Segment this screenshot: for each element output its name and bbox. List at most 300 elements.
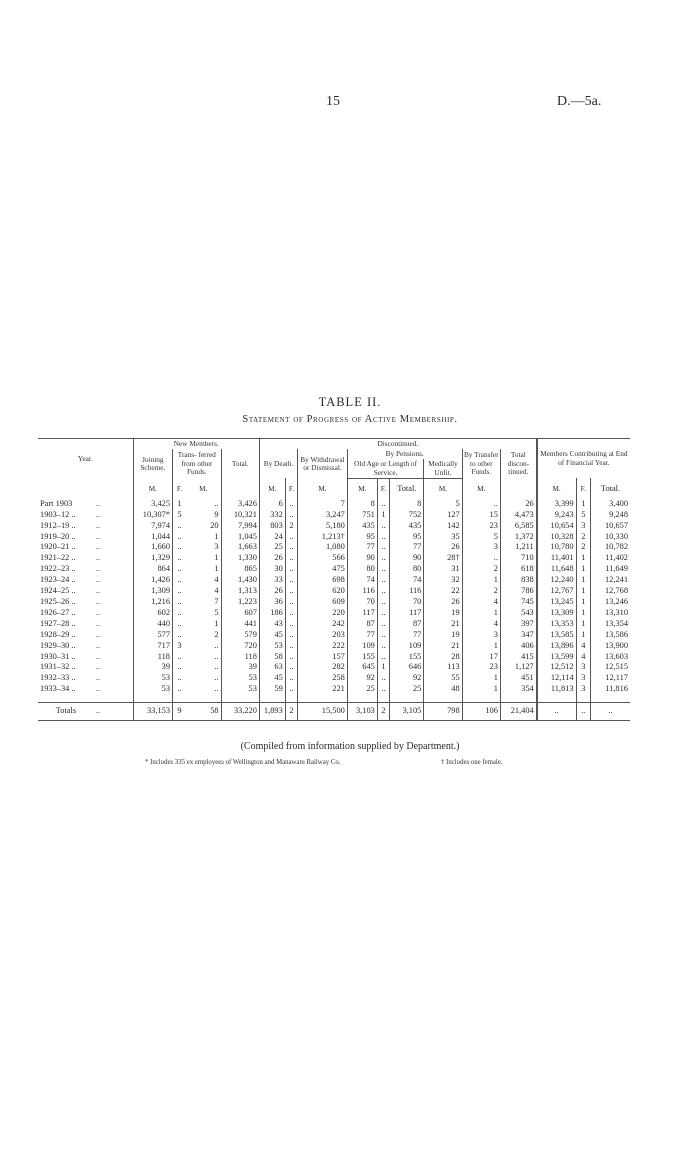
row-year: 1923–24 ..: [40, 575, 76, 585]
table-cell: 1,663: [221, 542, 259, 553]
unit-m: M.: [133, 478, 172, 499]
table-cell: 45: [259, 673, 285, 684]
table-cell: 258: [298, 673, 348, 684]
table-cell: 17: [462, 652, 500, 663]
row-year: 1903–12 ..: [40, 509, 76, 519]
table-cell: 242: [298, 619, 348, 630]
table-cell: 1: [214, 564, 219, 574]
table-cell: 5: [462, 532, 500, 543]
table-cell: 1,430: [221, 575, 259, 586]
table-row: [38, 673, 630, 684]
table-cell: 9,243: [537, 510, 576, 521]
table-cell: 30: [259, 564, 285, 575]
table-cell: 157: [298, 652, 348, 663]
table-cell: 1,329: [133, 553, 172, 564]
units-row: [38, 478, 630, 499]
table-row: [38, 641, 630, 652]
table-cell: 13,586: [591, 630, 630, 641]
document-reference: D.—5a.: [557, 94, 602, 109]
table-cell: 25: [390, 684, 424, 695]
table-cell: ..: [173, 608, 186, 619]
row-dots: ..: [95, 531, 101, 541]
table-cell: ..: [173, 662, 186, 673]
table-cell: 11,402: [591, 553, 630, 564]
table-cell: ..: [173, 553, 186, 564]
table-cell: 752: [390, 510, 424, 521]
table-cell: ..: [377, 608, 389, 619]
table-cell: 347: [500, 630, 536, 641]
by-withdrawal-header: By Withdrawal or Dismissal.: [298, 449, 348, 478]
table-cell: 53: [221, 673, 259, 684]
unit-total: Total.: [390, 478, 424, 499]
table-cell: ..: [214, 673, 219, 683]
total-cell: ..: [576, 703, 590, 721]
table-cell: 26: [424, 542, 462, 553]
table-cell: 5: [424, 499, 462, 510]
unit-total: Total.: [591, 478, 630, 499]
row-year: 1919–20 ..: [40, 531, 76, 541]
table-cell: 26: [259, 553, 285, 564]
table-cell: ..: [285, 652, 297, 663]
table-cell: 10,328: [537, 532, 576, 543]
table-cell: ..: [173, 564, 186, 575]
table-cell: ..: [173, 542, 186, 553]
table-cell: ..: [214, 640, 219, 650]
unit-f: F.: [285, 478, 297, 499]
table-row: [38, 510, 630, 521]
table-cell: 95: [390, 532, 424, 543]
table-row: [38, 608, 630, 619]
table-cell: 12,241: [591, 575, 630, 586]
row-dots: ..: [95, 520, 101, 530]
table-cell: ..: [377, 652, 389, 663]
table-cell: ..: [214, 498, 219, 508]
table-subtitle: Statement of Progress of Active Membership.: [242, 414, 458, 425]
table-cell: 10,657: [591, 521, 630, 532]
table-cell: 20: [210, 520, 219, 530]
table-cell: 48: [424, 684, 462, 695]
table-row: [38, 619, 630, 630]
table-row: [38, 586, 630, 597]
table-cell: 35: [424, 532, 462, 543]
table-cell: 864: [133, 564, 172, 575]
table-cell: 579: [221, 630, 259, 641]
table-cell: ..: [285, 608, 297, 619]
table-row: [38, 597, 630, 608]
table-cell: 8: [390, 499, 424, 510]
table-cell: ..: [285, 630, 297, 641]
table-cell: ..: [377, 542, 389, 553]
table-cell: ..: [173, 652, 186, 663]
total-cell: 15,500: [298, 703, 348, 721]
table-cell: 58: [259, 652, 285, 663]
table-cell: 113: [424, 662, 462, 673]
table-cell: 25: [259, 542, 285, 553]
table-cell: 4: [576, 652, 590, 663]
table-cell: 77: [347, 630, 377, 641]
table-cell: 11,813: [537, 684, 576, 695]
table-cell: 5,180: [298, 521, 348, 532]
table-cell: 13,309: [537, 608, 576, 619]
table-cell: 1: [576, 608, 590, 619]
table-row: [38, 575, 630, 586]
table-cell: 70: [390, 597, 424, 608]
table-cell: 1: [462, 608, 500, 619]
table-cell: 3,400: [591, 499, 630, 510]
table-cell: 77: [390, 542, 424, 553]
table-cell: 1: [576, 586, 590, 597]
table-cell: 74: [347, 575, 377, 586]
table-cell: ..: [377, 597, 389, 608]
table-cell: 13,585: [537, 630, 576, 641]
table-cell: 21: [424, 619, 462, 630]
membership-table: [38, 438, 630, 721]
table-cell: 1,044: [133, 532, 172, 543]
unit-m: M.: [199, 484, 208, 493]
unit-m: M.: [462, 478, 500, 499]
table-cell: 28: [424, 652, 462, 663]
table-cell: 11,648: [537, 564, 576, 575]
table-cell: ..: [285, 575, 297, 586]
table-cell: 3: [576, 673, 590, 684]
table-cell: 109: [390, 641, 424, 652]
row-dots: ..: [95, 498, 101, 508]
table-cell: 838: [500, 575, 536, 586]
table-cell: 117: [390, 608, 424, 619]
table-cell: 441: [221, 619, 259, 630]
table-cell: 90: [347, 553, 377, 564]
table-cell: 77: [347, 542, 377, 553]
table-cell: 45: [259, 630, 285, 641]
total-cell: ..: [537, 703, 576, 721]
table-cell: ..: [377, 684, 389, 695]
table-cell: 13,354: [591, 619, 630, 630]
table-cell: 607: [221, 608, 259, 619]
table-cell: 118: [221, 652, 259, 663]
old-age-header: Old Age or Length of Service.: [347, 459, 424, 478]
total-cell: 9: [173, 703, 186, 721]
total-cell: ..: [591, 703, 630, 721]
table-cell: 74: [390, 575, 424, 586]
row-dots: ..: [95, 662, 101, 672]
table-cell: 646: [390, 662, 424, 673]
row-dots: ..: [95, 542, 101, 552]
table-cell: ..: [377, 586, 389, 597]
table-cell: 12,240: [537, 575, 576, 586]
table-cell: 142: [424, 521, 462, 532]
row-dots: ..: [95, 618, 101, 628]
table-cell: 11,401: [537, 553, 576, 564]
total-cell: 33,220: [221, 703, 259, 721]
table-cell: 87: [347, 619, 377, 630]
table-cell: 332: [259, 510, 285, 521]
row-dots: ..: [95, 607, 101, 617]
table-cell: 7: [298, 499, 348, 510]
table-cell: 12,117: [591, 673, 630, 684]
table-cell: 24: [259, 532, 285, 543]
table-cell: 566: [298, 553, 348, 564]
table-cell: 1: [576, 597, 590, 608]
table-cell: 116: [390, 586, 424, 597]
table-cell: ..: [377, 575, 389, 586]
table-cell: 7,974: [133, 521, 172, 532]
table-cell: 2: [285, 521, 297, 532]
table-cell: 745: [500, 597, 536, 608]
table-cell: 3: [462, 542, 500, 553]
table-cell: 53: [133, 673, 172, 684]
compiled-note: (Compiled from information supplied by Department.): [240, 741, 460, 752]
table-cell: ..: [285, 532, 297, 543]
total-cell: 2: [285, 703, 297, 721]
table-cell: ..: [377, 553, 389, 564]
table-cell: 440: [133, 619, 172, 630]
table-cell: ..: [285, 673, 297, 684]
total-cell: 1,893: [259, 703, 285, 721]
table-cell: 10,321: [221, 510, 259, 521]
table-cell: 865: [221, 564, 259, 575]
table-cell: 26: [424, 597, 462, 608]
table-cell: 10,654: [537, 521, 576, 532]
table-cell: 13,896: [537, 641, 576, 652]
table-cell: 13,353: [537, 619, 576, 630]
table-cell: 1,127: [500, 662, 536, 673]
table-cell: 10,780: [537, 542, 576, 553]
discontinued-header: Discontinued.: [259, 439, 536, 450]
by-pensions-header: By Pensions.: [347, 449, 462, 459]
totals-row: [38, 703, 630, 721]
table-cell: 4: [462, 597, 500, 608]
table-cell: 127: [424, 510, 462, 521]
row-dots: ..: [95, 651, 101, 661]
table-cell: 406: [500, 641, 536, 652]
table-cell: ..: [173, 532, 186, 543]
table-body: [38, 499, 630, 695]
table-cell: 220: [298, 608, 348, 619]
row-dots: ..: [94, 703, 133, 721]
unit-m: M.: [424, 478, 462, 499]
table-cell: ..: [173, 575, 186, 586]
row-dots: ..: [95, 629, 101, 639]
table-cell: ..: [173, 619, 186, 630]
table-cell: 577: [133, 630, 172, 641]
table-cell: 77: [390, 630, 424, 641]
table-cell: 1: [173, 499, 186, 510]
table-cell: 3: [576, 684, 590, 695]
table-cell: 4: [462, 619, 500, 630]
table-cell: ..: [462, 553, 500, 564]
table-cell: ..: [285, 586, 297, 597]
table-cell: 19: [424, 608, 462, 619]
table-title: TABLE II.: [318, 395, 382, 409]
table-cell: 13,599: [537, 652, 576, 663]
row-year: 1932–33 ..: [40, 673, 76, 683]
table-cell: 12,515: [591, 662, 630, 673]
row-year: 1926–27 ..: [40, 607, 76, 617]
row-dots: ..: [95, 684, 101, 694]
table-cell: 1,660: [133, 542, 172, 553]
row-dots: ..: [95, 673, 101, 683]
table-cell: 15: [462, 510, 500, 521]
table-cell: 6,585: [500, 521, 536, 532]
table-cell: 43: [259, 619, 285, 630]
table-cell: ..: [173, 684, 186, 695]
row-year: 1921–22 ..: [40, 553, 76, 563]
total-cell: 2: [377, 703, 389, 721]
table-cell: 1,330: [221, 553, 259, 564]
table-cell: ..: [173, 586, 186, 597]
table-cell: ..: [377, 619, 389, 630]
table-cell: 4: [214, 575, 219, 585]
unit-f: F.: [377, 478, 389, 499]
table-cell: 118: [133, 652, 172, 663]
row-year: 1925–26 ..: [40, 596, 76, 606]
table-cell: 1: [214, 531, 219, 541]
table-cell: ..: [285, 662, 297, 673]
table-cell: 31: [424, 564, 462, 575]
footnote-dagger: † Includes one female.: [441, 759, 503, 766]
table-row: [38, 521, 630, 532]
table-cell: ..: [285, 542, 297, 553]
table-cell: 1: [576, 553, 590, 564]
table-cell: 1,372: [500, 532, 536, 543]
unit-f: F.: [576, 478, 590, 499]
by-death-header: By Death.: [259, 449, 297, 478]
table-cell: 620: [298, 586, 348, 597]
table-row: [38, 662, 630, 673]
table-cell: 451: [500, 673, 536, 684]
row-year: 1931–32 ..: [40, 662, 76, 672]
total-cell: 106: [462, 703, 500, 721]
table-cell: 8: [347, 499, 377, 510]
row-dots: ..: [95, 596, 101, 606]
medically-unfit-header: Medically Unfit.: [424, 459, 462, 478]
table-cell: 7: [214, 596, 219, 606]
table-cell: 5: [214, 607, 219, 617]
table-cell: ..: [214, 651, 219, 661]
table-cell: ..: [173, 597, 186, 608]
table-cell: ..: [377, 673, 389, 684]
total-cell: 21,404: [500, 703, 536, 721]
table-cell: 12,114: [537, 673, 576, 684]
table-cell: 1: [377, 510, 389, 521]
table-cell: 4: [576, 641, 590, 652]
row-year: 1912–19 ..: [40, 520, 76, 530]
joining-scheme-header: Joining Scheme.: [133, 449, 172, 478]
table-cell: 9: [214, 509, 219, 519]
table-row: [38, 630, 630, 641]
transferred-header: Trans- ferred from other Funds.: [173, 449, 222, 478]
table-cell: ..: [377, 564, 389, 575]
table-cell: 19: [424, 630, 462, 641]
table-cell: ..: [377, 499, 389, 510]
table-cell: 3: [576, 662, 590, 673]
by-transfer-header: By Transfer to other Funds.: [462, 449, 500, 478]
table-cell: 3: [462, 630, 500, 641]
table-cell: 10,782: [591, 542, 630, 553]
table-cell: 92: [347, 673, 377, 684]
table-cell: 1: [462, 641, 500, 652]
table-cell: 435: [347, 521, 377, 532]
table-cell: 155: [347, 652, 377, 663]
table-cell: 186: [259, 608, 285, 619]
table-cell: 6: [259, 499, 285, 510]
table-cell: 3: [214, 542, 219, 552]
row-dots: ..: [95, 509, 101, 519]
table-cell: 221: [298, 684, 348, 695]
table-cell: 117: [347, 608, 377, 619]
table-cell: 39: [133, 662, 172, 673]
total-cell: 58: [186, 703, 221, 721]
table-cell: 3,425: [133, 499, 172, 510]
table-cell: 80: [347, 564, 377, 575]
table-cell: 1,426: [133, 575, 172, 586]
table-cell: 3,399: [537, 499, 576, 510]
table-cell: 92: [390, 673, 424, 684]
total-cell: 33,153: [133, 703, 172, 721]
table-cell: 70: [347, 597, 377, 608]
table-cell: ..: [377, 521, 389, 532]
row-dots: ..: [95, 640, 101, 650]
table-cell: 12,512: [537, 662, 576, 673]
new-total-header: Total.: [221, 449, 259, 478]
table-cell: 33: [259, 575, 285, 586]
table-cell: 698: [298, 575, 348, 586]
table-cell: 1: [576, 630, 590, 641]
table-cell: 1: [576, 499, 590, 510]
table-cell: 87: [390, 619, 424, 630]
table-cell: 95: [347, 532, 377, 543]
table-row: [38, 652, 630, 663]
table-cell: 3: [173, 641, 186, 652]
table-cell: 28†: [424, 553, 462, 564]
table-cell: 1,223: [221, 597, 259, 608]
page-number: 15: [326, 94, 340, 109]
table-row: [38, 684, 630, 695]
unit-m: M.: [347, 478, 377, 499]
table-row: [38, 553, 630, 564]
table-cell: ..: [285, 510, 297, 521]
table-cell: 1: [462, 684, 500, 695]
row-dots: ..: [95, 564, 101, 574]
table-cell: ..: [377, 641, 389, 652]
table-cell: ..: [285, 684, 297, 695]
table-cell: 609: [298, 597, 348, 608]
table-row: [38, 564, 630, 575]
table-cell: ..: [285, 597, 297, 608]
table-cell: 720: [221, 641, 259, 652]
table-cell: 2: [576, 532, 590, 543]
table-cell: ..: [173, 630, 186, 641]
footnote-asterisk: * Includes 335 ex employees of Wellington and Manawatu Railway Co.: [145, 759, 341, 766]
table-cell: 7,994: [221, 521, 259, 532]
table-cell: 26: [500, 499, 536, 510]
row-year: 1929–30 ..: [40, 640, 76, 650]
table-cell: 90: [390, 553, 424, 564]
table-cell: 1: [462, 673, 500, 684]
row-year: 1928–29 ..: [40, 629, 76, 639]
table-cell: 354: [500, 684, 536, 695]
table-cell: 155: [390, 652, 424, 663]
table-cell: 1: [576, 575, 590, 586]
table-cell: 11,649: [591, 564, 630, 575]
table-cell: 786: [500, 586, 536, 597]
year-header: Year.: [38, 439, 133, 479]
table-cell: 1,309: [133, 586, 172, 597]
row-year: 1920–21 ..: [40, 542, 76, 552]
table-cell: 435: [390, 521, 424, 532]
table-cell: 1,080: [298, 542, 348, 553]
table-cell: 203: [298, 630, 348, 641]
